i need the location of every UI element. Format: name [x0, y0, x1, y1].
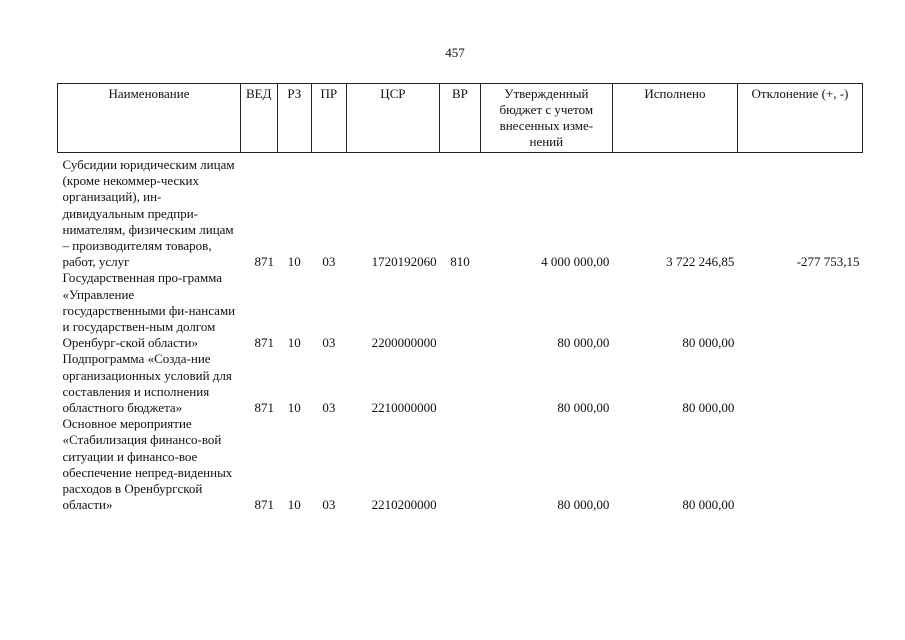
row-csr: 2210200000 — [371, 497, 437, 513]
page-number: 457 — [445, 45, 465, 60]
header-pr: ПР — [312, 84, 347, 153]
table-row — [58, 270, 863, 351]
row-name: Субсидии юридическим лицам (кроме некоммер-ческих организаций), ин-дивидуальным предпри-нимателям, физическим лицам – производителям товаров, работ, услуг — [62, 157, 235, 270]
row-executed: 80 000,00 — [682, 335, 735, 351]
row-rz: 10 — [287, 497, 301, 513]
header-name: Наименование — [58, 84, 241, 153]
table-row — [58, 416, 863, 513]
row-ved: 871 — [254, 335, 275, 351]
row-budget: 80 000,00 — [557, 335, 610, 351]
row-pr: 03 — [322, 335, 336, 351]
row-ved: 871 — [254, 254, 275, 270]
row-vr — [440, 351, 481, 416]
row-csr: 1720192060 — [371, 254, 437, 270]
row-ved: 871 — [254, 400, 275, 416]
header-deviation: Отклонение (+, -) — [737, 84, 862, 153]
row-deviation — [737, 416, 862, 513]
row-rz: 10 — [287, 254, 301, 270]
row-budget: 80 000,00 — [557, 400, 610, 416]
header-rz: РЗ — [277, 84, 312, 153]
header-csr: ЦСР — [346, 84, 440, 153]
row-deviation — [737, 351, 862, 416]
row-deviation: -277 753,15 — [796, 254, 860, 270]
row-deviation — [737, 270, 862, 351]
row-csr: 2210000000 — [371, 400, 437, 416]
table-header-row — [58, 84, 863, 153]
row-csr: 2200000000 — [371, 335, 437, 351]
row-pr: 03 — [322, 400, 336, 416]
row-ved: 871 — [254, 497, 275, 513]
row-vr: 810 — [450, 254, 470, 270]
row-rz: 10 — [287, 400, 301, 416]
row-pr: 03 — [322, 497, 336, 513]
row-pr: 03 — [322, 254, 336, 270]
table-row — [58, 153, 863, 271]
row-rz: 10 — [287, 335, 301, 351]
table-row — [58, 351, 863, 416]
header-budget: Утвержденный бюджет с учетом внесенных изме-нений — [480, 84, 612, 153]
budget-execution-table — [57, 83, 863, 513]
header-executed: Исполнено — [612, 84, 737, 153]
row-executed: 80 000,00 — [682, 497, 735, 513]
row-executed: 80 000,00 — [682, 400, 735, 416]
header-ved: ВЕД — [240, 84, 277, 153]
header-vr: ВР — [440, 84, 481, 153]
row-name: Государственная про-грамма «Управление государственными фи-нансами и государствен-ным долгом Оренбург-ской области» — [62, 270, 236, 351]
row-vr — [440, 270, 481, 351]
row-vr — [440, 416, 481, 513]
row-executed: 3 722 246,85 — [666, 254, 735, 270]
row-name: Основное мероприятие «Стабилизация финансо-вой ситуации и финансо-вое обеспечение непред-виденных расходов в Оренбургской области» — [62, 416, 233, 513]
row-name: Подпрограмма «Созда-ние организационных условий для составления и исполнения областного бюджета» — [62, 351, 232, 416]
row-budget: 80 000,00 — [557, 497, 610, 513]
row-budget: 4 000 000,00 — [541, 254, 610, 270]
